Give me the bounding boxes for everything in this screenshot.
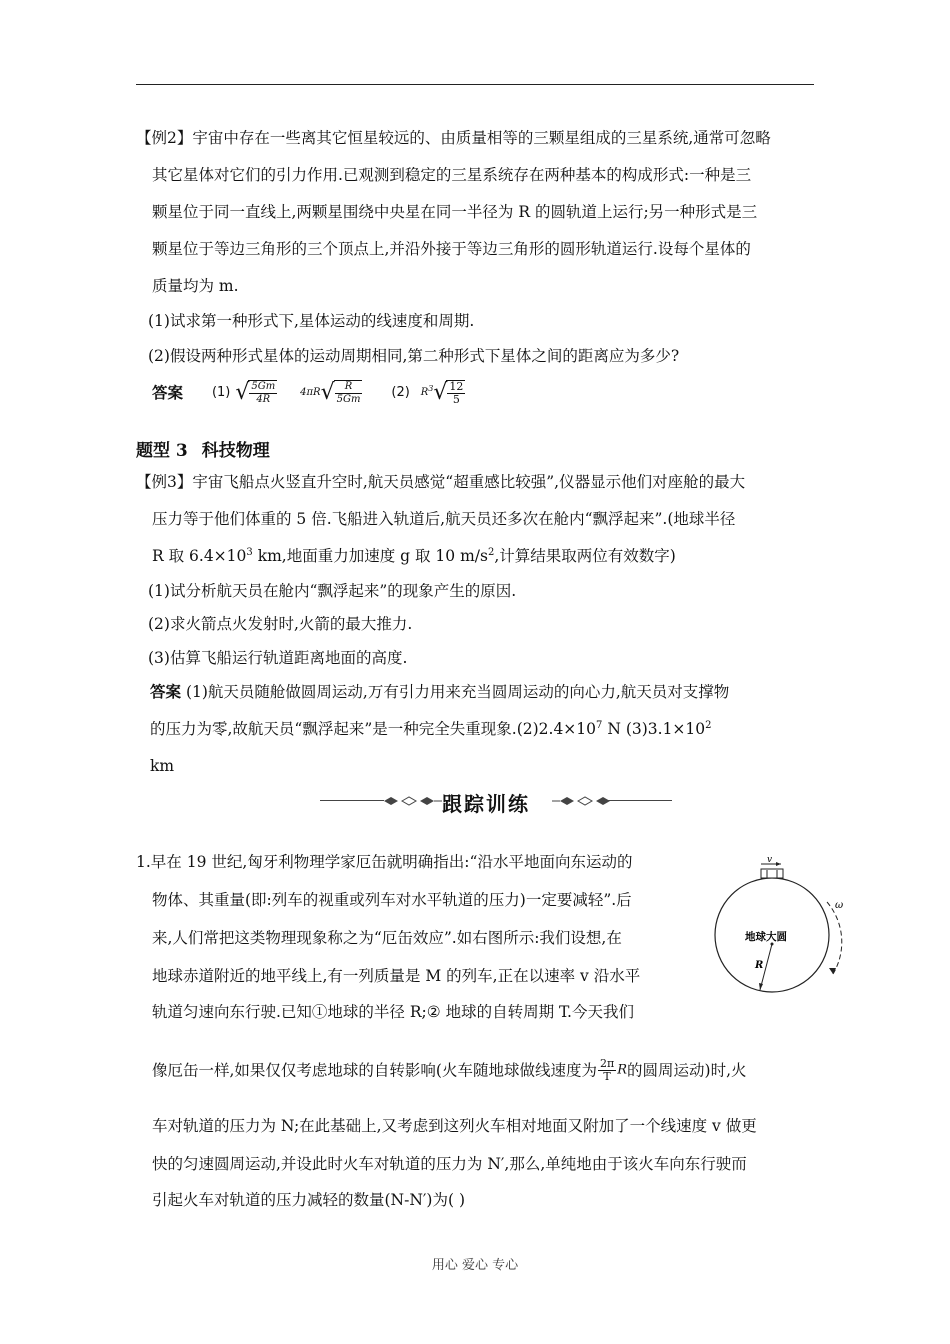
- earth-label: 地球大圆: [745, 931, 787, 943]
- p1-line-6: 像厄缶一样,如果仅仅考虑地球的自转影响(火车随地球做线速度为 $\frac{2\pi}{T}$ R的圆周运动)时,火: [152, 1057, 747, 1083]
- earth-circle-figure: [705, 856, 855, 1006]
- ex2-answer-1b-prefix: 4πR: [300, 387, 321, 398]
- p1-line-5: 轨道匀速向东行驶.已知①地球的半径 R;② 地球的自转周期 T.今天我们: [152, 1003, 634, 1021]
- p1-line-9: 引起火车对轨道的压力减轻的数量(N-N′)为( ): [152, 1191, 465, 1209]
- ex2-line-5: 质量均为 m.: [152, 277, 239, 295]
- section-heading: [136, 436, 270, 461]
- ex2-line-3: 颗星位于同一直线上,两颗星围绕中央星在同一半径为 R 的圆轨道上运行;另一种形式是三: [152, 203, 758, 221]
- header-rule: [136, 84, 814, 85]
- ex2-answer: [152, 380, 465, 420]
- ex3-line-2: 压力等于他们体重的 5 倍.飞船进入轨道后,航天员还多次在舱内“飘浮起来”.(地球半径: [152, 510, 736, 528]
- section-heading-label: 题型 3: [136, 441, 188, 461]
- omega-label: ω: [835, 900, 844, 911]
- ex2-question-1: (1)试求第一种形式下,星体运动的线速度和周期.: [148, 312, 475, 330]
- ex2-line-4: 颗星位于等边三角形的三个顶点上,并沿外接于等边三角形的圆形轨道运行.设每个星体的: [152, 240, 751, 258]
- p1-line-1: 1.早在 19 世纪,匈牙利物理学家厄缶就明确指出:“沿水平地面向东运动的: [136, 853, 633, 871]
- sqrt-symbol-icon: √: [235, 380, 250, 405]
- ex2-answer-1-label: (1): [211, 385, 231, 400]
- ex3-question-2: (2)求火箭点火发射时,火箭的最大推力.: [148, 615, 413, 633]
- ex2-line-1: 【例2】宇宙中存在一些离其它恒星较远的、由质量相等的三颗星组成的三星系统,通常可忽略: [136, 129, 771, 147]
- banner-title: 跟踪训练: [442, 792, 530, 816]
- ex3-question-1: (1)试分析航天员在舱内“飘浮起来”的现象产生的原因.: [148, 582, 517, 600]
- ex2-answer-1-value: $\frac{5Gm}{4R}$: [248, 380, 277, 406]
- ex3-answer-line-2: 的压力为零,故航天员“飘浮起来”是一种完全失重现象$.(2)2.4\times 10^7$ N $(3)3.1\times 10^2$: [150, 720, 712, 738]
- ex3-line-1: 【例3】宇宙飞船点火竖直升空时,航天员感觉“超重感比较强”,仪器显示他们对座舱的最大: [136, 473, 746, 491]
- cube-root-symbol-icon: √: [433, 380, 448, 405]
- section-banner: [320, 786, 672, 816]
- banner-right-ornament-icon: [552, 793, 612, 809]
- ex3-answer-label: 答案: [150, 682, 182, 701]
- ex2-answer-2-root-index: 3: [428, 384, 434, 393]
- ex2-line-2: 其它星体对它们的引力作用.已观测到稳定的三星系统存在两种基本的构成形式:一种是三: [152, 166, 752, 184]
- p1-line-7: 车对轨道的压力为 N;在此基础上,又考虑到这列火车相对地面又附加了一个线速度 v 做更: [152, 1117, 757, 1135]
- ex2-answer-2-value: $\frac{12}{5}$: [446, 380, 465, 406]
- p1-line-2: 物体、其重量(即:列车的视重或列车对水平轨道的压力)一定要减轻”.后: [152, 891, 632, 909]
- ex3-question-3: (3)估算飞船运行轨道距离地面的高度.: [148, 649, 408, 667]
- ex3-answer-line-1: 答案 (1)航天员随舱做圆周运动,万有引力用来充当圆周运动的向心力,航天员对支撑物: [150, 682, 730, 701]
- banner-right-rule: [608, 800, 672, 801]
- p1-line-4: 地球赤道附近的地平线上,有一列质量是 M 的列车,正在以速率 v 沿水平: [152, 967, 641, 985]
- p1-line-3: 来,人们常把这类物理现象称之为“厄缶效应”.如右图所示:我们设想,在: [152, 929, 622, 947]
- p1-fraction: $\frac{2\pi}{T}$: [599, 1057, 615, 1083]
- ex2-answer-label: 答案: [152, 383, 184, 402]
- ex2-answer-2-prefix: R: [420, 387, 429, 398]
- ex2-answer-1b-value: $\frac{R}{5Gm}$: [334, 380, 363, 406]
- ex2-question-2: (2)假设两种形式星体的运动周期相同,第二种形式下星体之间的距离应为多少?: [148, 347, 680, 365]
- ex3-line-3: R 取 $6.4\times 10^3$ km,地面重力加速度 g 取 10 $m/s^2$,计算结果取两位有效数字): [152, 547, 676, 565]
- sqrt-symbol-icon: √: [320, 380, 335, 405]
- ex2-answer-2-label: (2): [391, 385, 410, 400]
- p1-line-8: 快的匀速圆周运动,并设此时火车对轨道的压力为 N′,那么,单纯地由于该火车向东行驶而: [152, 1155, 747, 1173]
- page-footer: 用心 爱心 专心: [431, 1258, 519, 1273]
- velocity-label: v: [767, 856, 773, 865]
- ex3-answer-line-3: km: [150, 757, 175, 775]
- section-heading-title: 科技物理: [201, 441, 270, 461]
- radius-label: R: [755, 960, 764, 971]
- banner-left-ornament-icon: [382, 793, 442, 809]
- banner-left-rule: [320, 800, 384, 801]
